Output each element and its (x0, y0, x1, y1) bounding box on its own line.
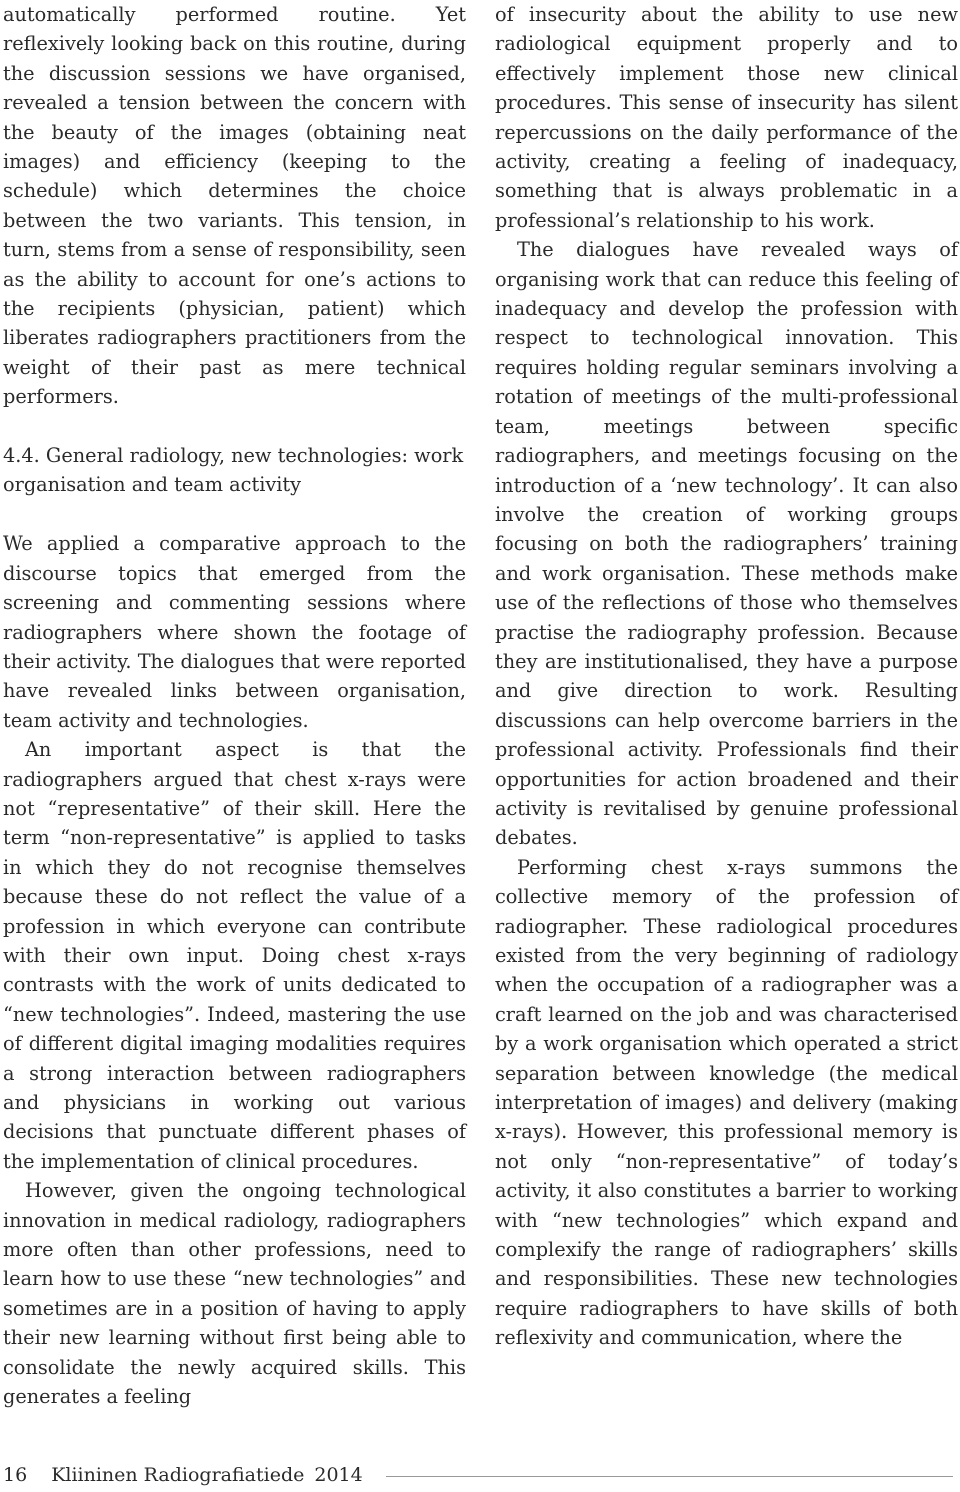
paragraph-collective-memory: Performing chest x-rays summons the collective memory of the profession of radiographer. These radiological procedures existed from the very beginning of radiology when the occupation of a radiographer was a craft learned on the job and was characterised by a work organisation which operated a strict separation between knowledge (the medical interpretation of images) and delivery (making x-rays). However, this professional memory is not only “non-representative” of today’s activity, it also constitutes a barrier to working with “new technologies” which expand and complexify the range of radiographers’ skills and responsibilities. These new technologies require radiographers to have skills of both reflexivity and communication, where the (495, 855, 958, 1350)
paragraph-chest-xrays-representative: An important aspect is that the radiographers argued that chest x-rays were not “representative” of their skill. Here the term “non-representative” is applied to tasks in which they do not recognise themselves because these do not reflect the value of a profession in which everyone can contribute with their own input. Doing chest x-rays contrasts with the work of units dedicated to “new technologies”. Indeed, mastering the use of different digital imaging modalities requires a strong interaction between radiographers and physicians in working out various decisions that punctuate different phases of the implementation of clinical procedures. (3, 738, 466, 1173)
page-number: 16 (3, 1464, 28, 1486)
section-heading: 4.4. General radiology, new technologies: work organisation and team activity (3, 444, 464, 497)
journal-title: Kliininen Radiografiatiede (51, 1464, 305, 1486)
paragraph-organising-work: The dialogues have revealed ways of organising work that can reduce this feeling of inadequacy and develop the profession with respect to technological innovation. This requires holding regular seminars involving a rotation of meetings of the multi-professional team, meetings between specific radiographers, and meetings focusing on the introduction of a ‘new technology’. It can also involve the creation of working groups focusing on both the radiographers’ training and work organisation. These methods make use of the reflections of those who themselves practise the radiography profession. Because they are institutionalised, they have a purpose and give direction to work. Resulting discussions can help overcome barriers in the professional activity. Professionals find their opportunities for action broadened and their activity is revitalised by genuine professional debates. (495, 238, 958, 850)
right-column (495, 0, 958, 1353)
page-footer (3, 1460, 953, 1490)
left-column (3, 0, 466, 1411)
paragraph-insecurity: of insecurity about the ability to use new radiological equipment properly and to effectively implement those new clinical procedures. This sense of insecurity has silent repercussions on the daily performance of the activity, creating a feeling of inadequacy, something that is always problematic in a professional’s relationship to his work. (495, 3, 958, 232)
paragraph-comparative-approach: We applied a comparative approach to the discourse topics that emerged from the screening and commenting sessions where radiographers where shown the footage of their activity. The dialogues that were reported have revealed links between organisation, team activity and technologies. (3, 532, 466, 732)
paragraph-routine-tension: automatically performed routine. Yet reflexively looking back on this routine, during the discussion sessions we have organised, revealed a tension between the concern with the beauty of the images (obtaining neat images) and efficiency (keeping to the schedule) which determines the choice between the two variants. This tension, in turn, stems from a sense of responsibility, seen as the ability to account for one’s actions to the recipients (physician, patient) which liberates radiographers practitioners from the weight of their past as mere technical performers. (3, 3, 466, 409)
journal-year: 2014 (314, 1464, 363, 1486)
footer-rule (386, 1476, 953, 1477)
paragraph-technological-innovation: However, given the ongoing technological innovation in medical radiology, radiographers more often than other professions, need to learn how to use these “new technologies” and sometimes are in a position of having to apply their new learning without first being able to consolidate the newly acquired skills. This generates a feeling (3, 1179, 466, 1409)
